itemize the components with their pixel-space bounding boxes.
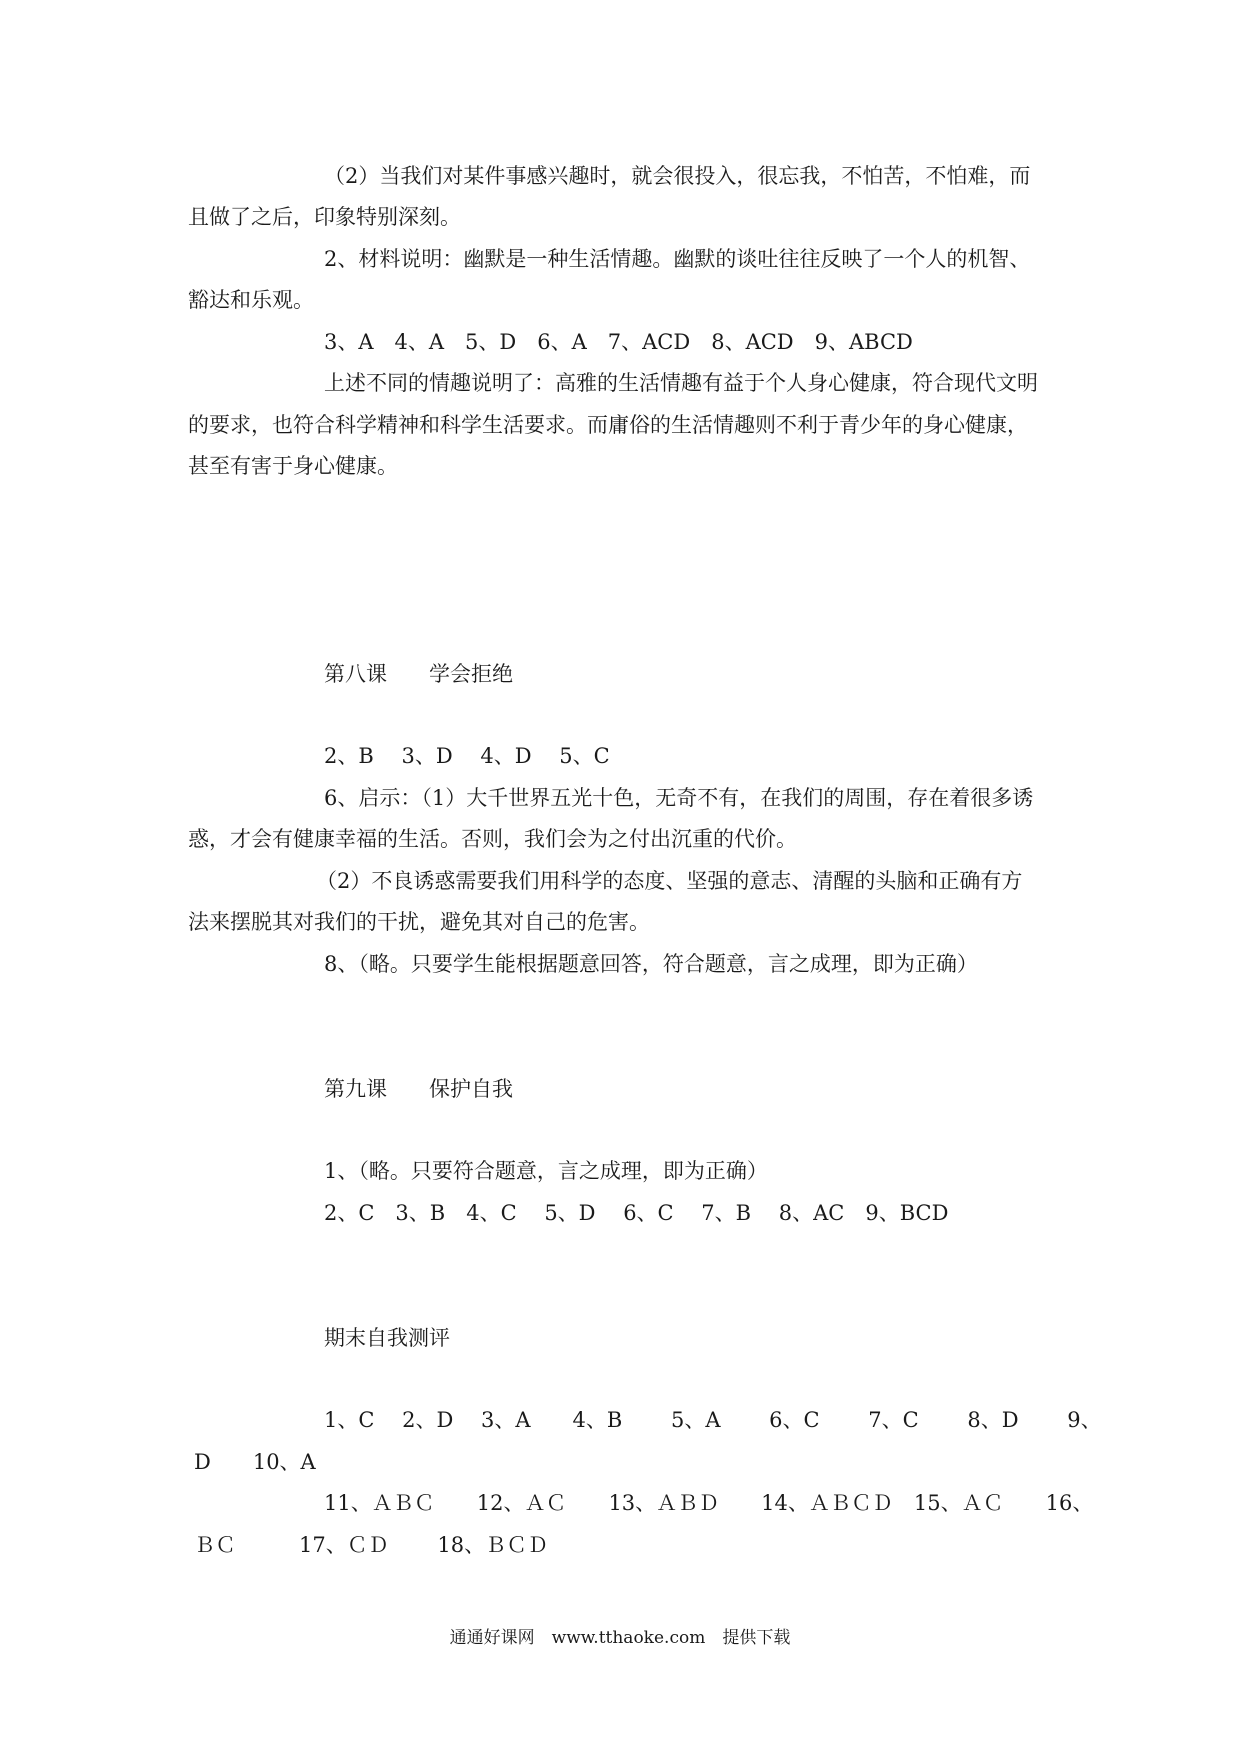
answer-list: 2、B 3、D 4、D 5、C [324,744,610,768]
page-footer: 通通好课网 www.tthaoke.com 提供下载 [449,1628,791,1648]
paragraph-line: （2）不良诱惑需要我们用科学的态度、坚强的意志、清醒的头脑和正确有方 [316,869,1023,893]
paragraph-line: 惑，才会有健康幸福的生活。否则，我们会为之付出沉重的代价。 [188,827,797,851]
paragraph-line: 的要求，也符合科学精神和科学生活要求。而庸俗的生活情趣则不利于青少年的身心健康， [188,413,1028,437]
paragraph-line: 6、启示：（1）大千世界五光十色，无奇不有，在我们的周围，存在着很多诱 [324,786,1034,810]
answer-list: 1、C 2、D 3、A 4、B 5、A 6、C 7、C 8、D 9、 [324,1408,1102,1432]
answer-list: 11、ＡＢＣ 12、ＡＣ 13、ＡＢＤ 14、ＡＢＣＤ 15、ＡＣ 16、 [324,1491,1094,1515]
section-heading: 期末自我测评 [324,1326,450,1350]
paragraph-line: 甚至有害于身心健康。 [188,454,398,478]
paragraph-line: 2、材料说明：幽默是一种生活情趣。幽默的谈吐往往反映了一个人的机智、 [324,247,1031,271]
paragraph-line: 且做了之后，印象特别深刻。 [188,205,461,229]
paragraph-line: 豁达和乐观。 [188,288,314,312]
paragraph-line: 1、（略。只要符合题意，言之成理，即为正确） [324,1159,768,1183]
answer-list: 3、A 4、A 5、D 6、A 7、ACD 8、ACD 9、ABCD [324,330,913,354]
paragraph-line: 8、（略。只要学生能根据题意回答，符合题意，言之成理，即为正确） [324,952,978,976]
section-heading: 第九课 保护自我 [324,1077,513,1101]
section-heading: 第八课 学会拒绝 [324,662,513,686]
paragraph-line: 法来摆脱其对我们的干扰，避免其对自己的危害。 [188,910,650,934]
paragraph-line: 上述不同的情趣说明了：高雅的生活情趣有益于个人身心健康，符合现代文明 [324,371,1038,395]
answer-list: ＢＣ 17、ＣＤ 18、ＢＣＤ [194,1533,549,1557]
answer-list: D 10、A [194,1450,316,1474]
answer-list: 2、C 3、B 4、C 5、D 6、C 7、B 8、AC 9、BCD [324,1201,949,1225]
paragraph-line: （2）当我们对某件事感兴趣时，就会很投入，很忘我，不怕苦，不怕难，而 [324,164,1031,188]
